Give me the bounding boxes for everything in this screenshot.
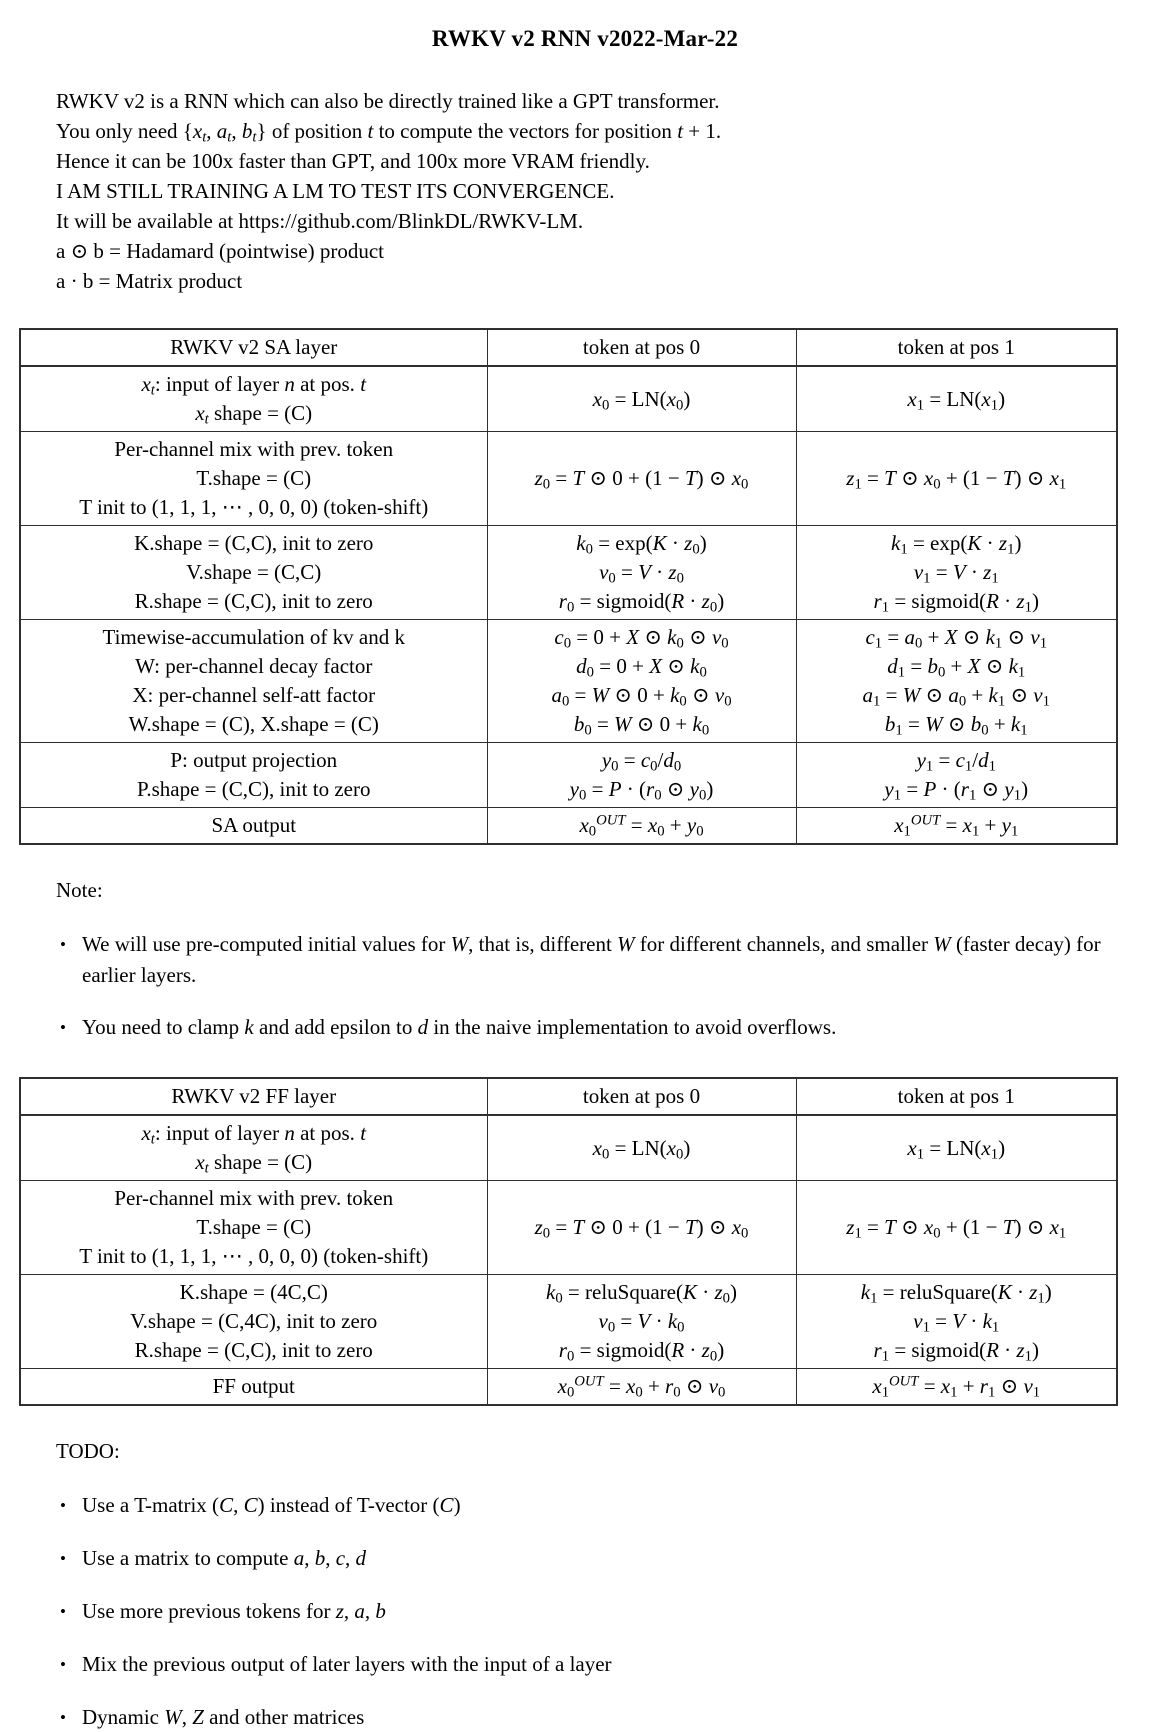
formula-line: $z_0 = T$ ⊙ 0 + (1 − T) ⊙ $x_0$ [534,1215,749,1242]
formula-line: $v_0 = V \cdot z_0$ [599,560,684,587]
table-cell-pos1 [796,432,1117,526]
table-cell-pos1 [796,366,1117,432]
formula-line: P.shape = (C,C), init to zero [137,777,371,801]
formula-line: $c_1 = a_0 + X$ ⊙ $k_1$ ⊙ $v_1$ [865,625,1048,652]
table-header-row [20,1078,1117,1115]
table-header-cell: token at pos 0 [487,329,796,366]
bullet-item: • Dynamic W, Z and other matrices [58,1702,1130,1733]
formula-line: V.shape = (C,4C), init to zero [130,1309,378,1333]
todo-heading: TODO: [56,1439,120,1463]
formula-line: Per-channel mix with prev. token [114,1186,394,1210]
table-row [20,432,1117,526]
table-row [20,526,1117,620]
table-header-row [20,329,1117,366]
table-cell-pos1 [796,743,1117,808]
table-cell-pos1 [796,1275,1117,1369]
formula-line: K.shape = (C,C), init to zero [134,531,374,555]
formula-line: $d_1 = b_0 + X$ ⊙ $k_1$ [887,654,1026,681]
table-cell-desc [20,808,487,845]
note-section [0,875,1170,1043]
intro-paragraph [56,86,1170,296]
formula-line: $d_0 = 0 + X$ ⊙ $k_0$ [576,654,707,681]
table-header-cell: RWKV v2 FF layer [20,1078,487,1115]
formula-line: T init to (1, 1, 1, ⋯ , 0, 0, 0) (token-shift) [79,495,429,519]
formula-line: $y_1 = P \cdot (r_1$ ⊙ $y_1$) [884,777,1029,804]
formula-line: $x_t$ shape = (C) [195,401,313,428]
note-bullet-list [0,929,1170,1043]
formula-line: $a_1 = W$ ⊙ $a_0 + k_1$ ⊙ $v_1$ [862,683,1050,710]
bullet-item: • Mix the previous output of later layers with the input of a layer [58,1649,1130,1680]
sa-layer-table [19,328,1118,845]
formula-line: V.shape = (C,C) [186,560,322,584]
table-cell-desc [20,620,487,743]
formula-line: $a_0 = W$ ⊙ $0 + k_0$ ⊙ $v_0$ [551,683,732,710]
formula-line: K.shape = (4C,C) [179,1280,328,1304]
formula-line: Per-channel mix with prev. token [114,437,394,461]
note-heading: Note: [56,878,103,902]
table-cell-pos0 [487,1181,796,1275]
text-line: It will be available at https://github.com/BlinkDL/RWKV-LM. [56,209,584,233]
table-cell-pos0 [487,808,796,845]
bullet-item: • Use a matrix to compute a, b, c, d [58,1543,1130,1574]
table-row [20,808,1117,845]
bullet-item: • You need to clamp k and add epsilon to d in the naive implementation to avoid overflows. [58,1012,1130,1043]
formula-line: R.shape = (C,C), init to zero [134,1338,373,1362]
formula-line: SA output [211,813,297,837]
table-cell-pos0 [487,1369,796,1406]
formula-line: $r_1$ = sigmoid(R · $z_1$) [873,1338,1039,1365]
text-line: RWKV v2 is a RNN which can also be directly trained like a GPT transformer. [56,89,720,113]
formula-line: $r_0$ = sigmoid(R · $z_0$) [558,1338,725,1365]
text-line: a ⊙ b = Hadamard (pointwise) product [56,239,385,263]
formula-line: $x_t$ shape = (C) [195,1150,313,1177]
table-header-cell: RWKV v2 SA layer [20,329,487,366]
table-cell-pos0 [487,526,796,620]
formula-line: FF output [212,1374,295,1398]
formula-line: R.shape = (C,C), init to zero [134,589,373,613]
table-cell-pos0 [487,743,796,808]
table-cell-desc [20,432,487,526]
table-header-cell: token at pos 1 [796,1078,1117,1115]
table-cell-pos0 [487,1115,796,1181]
formula-line: $x_0^{OUT} = x_0 + y_0$ [579,812,704,840]
bullet-item: • Use a T-matrix (C, C) instead of T-vector (C) [58,1490,1130,1521]
table-cell-pos0 [487,620,796,743]
bullet-item: • We will use pre-computed initial values for W, that is, different W for different channels, and smaller W (faster decay) for earlier layers. [58,929,1130,991]
table-cell-pos0 [487,1275,796,1369]
table-cell-pos1 [796,1115,1117,1181]
formula-line: $b_1 = W$ ⊙ $b_0 + k_1$ [884,712,1028,739]
bullet-item: • Use more previous tokens for z, a, b [58,1596,1130,1627]
formula-line: $y_0 = P \cdot (r_0$ ⊙ $y_0$) [569,777,714,804]
text-line: a · b = Matrix product [56,269,243,293]
table-cell-pos0 [487,432,796,526]
table-cell-desc [20,1275,487,1369]
formula-line: $r_0$ = sigmoid(R · $z_0$) [558,589,725,616]
text-line: I AM STILL TRAINING A LM TO TEST ITS CONVERGENCE. [56,179,615,203]
table-cell-desc [20,366,487,432]
formula-line: $c_0 = 0 + X$ ⊙ $k_0$ ⊙ $v_0$ [554,625,729,652]
table-row [20,743,1117,808]
table-cell-pos1 [796,1181,1117,1275]
table-row [20,620,1117,743]
table-cell-pos1 [796,620,1117,743]
formula-line: $x_0 = LN(x_0)$ [592,1135,691,1163]
formula-line: $z_1 = T$ ⊙ $x_0 + (1 - T)$ ⊙ $x_1$ [846,466,1067,493]
formula-line: $y_0 = c_0/d_0$ [601,748,682,775]
formula-line: $k_0 = \exp(K \cdot z_0)$ [576,531,707,558]
table-header-cell: token at pos 1 [796,329,1117,366]
formula-line: $b_0 = W$ ⊙ $0 + k_0$ [573,712,710,739]
formula-line: $x_t$: input of layer n at pos. t [141,1121,367,1148]
table-cell-desc [20,526,487,620]
table-cell-desc [20,743,487,808]
formula-line: T init to (1, 1, 1, ⋯ , 0, 0, 0) (token-shift) [79,1244,429,1268]
text-line: You only need {$x_t$, $a_t$, $b_t$} of position t to compute the vectors for position t + 1. [56,119,722,146]
formula-line: $v_1 = V \cdot k_1$ [913,1309,1000,1336]
formula-line: $x_0^{OUT} = x_0 + r_0$ ⊙ $v_0$ [557,1373,726,1401]
table-cell-pos1 [796,526,1117,620]
table-row [20,1181,1117,1275]
formula-line: X: per-channel self-att factor [132,683,376,707]
table-cell-pos1 [796,1369,1117,1406]
formula-line: W.shape = (C), X.shape = (C) [128,712,379,736]
ff-layer-table [19,1077,1118,1406]
formula-line: $x_0 = LN(x_0)$ [592,386,691,414]
table-header-cell: token at pos 0 [487,1078,796,1115]
formula-line: Timewise-accumulation of kv and k [102,625,405,649]
formula-line: $v_0 = V \cdot k_0$ [598,1309,685,1336]
formula-line: $x_1^{OUT} = x_1 + y_1$ [894,812,1019,840]
text-line: Hence it can be 100x faster than GPT, and 100x more VRAM friendly. [56,149,650,173]
formula-line: $x_t$: input of layer n at pos. t [141,372,367,399]
formula-line: T.shape = (C) [196,466,312,490]
todo-bullet-list [0,1490,1170,1733]
table-cell-pos0 [487,366,796,432]
formula-line: T.shape = (C) [196,1215,312,1239]
formula-line: W: per-channel decay factor [135,654,373,678]
table-row [20,1115,1117,1181]
table-row [20,1369,1117,1406]
formula-line: $k_1 = \exp(K \cdot z_1)$ [891,531,1022,558]
table-cell-pos1 [796,808,1117,845]
formula-line: $z_1 = T$ ⊙ $x_0 + (1 - T)$ ⊙ $x_1$ [846,1215,1067,1242]
formula-line: P: output projection [170,748,338,772]
todo-section [0,1436,1170,1733]
table-cell-desc [20,1369,487,1406]
formula-line: $v_1 = V \cdot z_1$ [913,560,999,587]
formula-line: $y_1 = c_1/d_1$ [916,748,996,775]
table-row [20,366,1117,432]
table-cell-desc [20,1181,487,1275]
document-page [0,26,1170,1729]
page-title: RWKV v2 RNN v2022-Mar-22 [431,26,739,51]
table-row [20,1275,1117,1369]
formula-line: $x_1^{OUT} = x_1 + r_1$ ⊙ $v_1$ [872,1373,1041,1401]
formula-line: $x_1 = LN(x_1)$ [907,1135,1006,1163]
formula-line: $k_0$ = reluSquare(K · $z_0$) [545,1280,738,1307]
formula-line: $k_1$ = reluSquare(K · $z_1$) [860,1280,1052,1307]
table-cell-desc [20,1115,487,1181]
formula-line: $x_1 = LN(x_1)$ [907,386,1006,414]
formula-line: $r_1$ = sigmoid(R · $z_1$) [873,589,1039,616]
formula-line: $z_0 = T$ ⊙ 0 + (1 − T) ⊙ $x_0$ [534,466,749,493]
